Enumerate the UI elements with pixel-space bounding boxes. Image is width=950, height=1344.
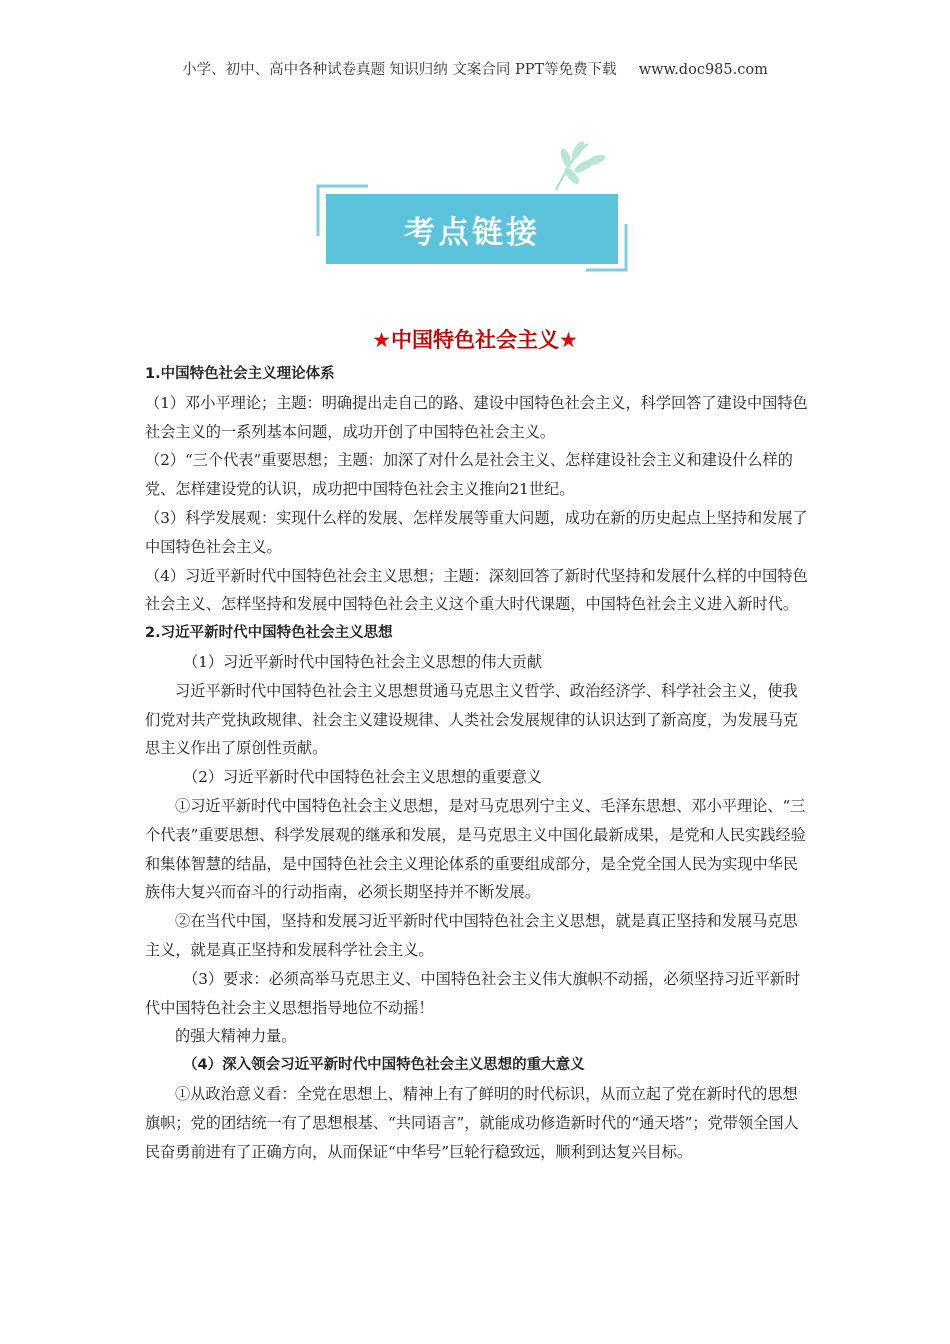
paragraph: ①习近平新时代中国特色社会主义思想，是对马克思列宁主义、毛泽东思想、邓小平理论、“三个代表”重要思想、科学发展观的继承和发展，是马克思主义中国化最新成果，是党和人民实践经验和集体智慧的结晶，是中国特色社会主义理论体系的重要组成部分，是全党全国人民为实现中华民族伟大复兴而奋斗的行动指南，必须长期坚持并不断发展。 [145,796,806,902]
star-icon: ★ [559,328,578,352]
page-header [0,58,950,79]
heading-part2: 2.习近平新时代中国特色社会主义思想 [145,625,393,642]
subheading: （2）习近平新时代中国特色社会主义思想的重要意义 [183,768,542,787]
leaf-icon [556,140,607,190]
paragraph: （1）邓小平理论；主题：明确提出走自己的路、建设中国特色社会主义，科学回答了建设中国特色社会主义的一系列基本问题，成功开创了中国特色社会主义。 [145,393,808,441]
subheading: （3）要求：必须高举马克思主义、中国特色社会主义伟大旗帜不动摇，必须坚持习近平新时代中国特色社会主义思想指导地位不动摇！ [145,969,801,1017]
paragraph: （4）习近平新时代中国特色社会主义思想；主题：深刻回答了新时代坚持和发展什么样的中国特色社会主义、怎样坚持和发展中国特色社会主义这个重大时代课题，中国特色社会主义进入新时代。 [145,566,808,614]
subheading: （1）习近平新时代中国特色社会主义思想的伟大贡献 [183,652,542,671]
paragraph: ②在当代中国，坚持和发展习近平新时代中国特色社会主义思想，就是真正坚持和发展马克思主义，就是真正坚持和发展科学社会主义。 [145,912,798,959]
document-body [145,360,810,1166]
paragraph: （2）“三个代表”重要思想；主题：加深了对什么是社会主义、怎样建设社会主义和建设什么样的党、怎样建设党的认识，成功把中国特色社会主义推向21世纪。 [145,451,793,499]
subheading: （4）深入领会习近平新时代中国特色社会主义思想的重大意义 [183,1057,585,1074]
paragraph: （3）科学发展观：实现什么样的发展、怎样发展等重大问题，成功在新的历史起点上坚持和发展了中国特色社会主义。 [145,508,808,556]
section-title [0,324,950,354]
header-url: www.doc985.com [638,62,768,78]
star-icon: ★ [372,328,391,352]
paragraph: ①从政治意义看：全党在思想上、精神上有了鲜明的时代标识，从而立起了党在新时代的思想旗帜；党的团结统一有了思想根基、“共同语言”，就能成功修造新时代的“通天塔”；党带领全国人民奋勇前进有了正确方向，从而保证“中华号”巨轮行稳致远，顺利到达复兴目标。 [145,1084,799,1161]
paragraph: 的强大精神力量。 [175,1027,297,1046]
banner-title: 考点链接 [404,214,540,251]
header-text: 小学、初中、高中各种试卷真题 知识归纳 文案合同 PPT等免费下载 [182,62,617,78]
section-title-text: 中国特色社会主义 [391,328,559,352]
paragraph: 习近平新时代中国特色社会主义思想贯通马克思主义哲学、政治经济学、科学社会主义，使我们党对共产党执政规律、社会主义建设规律、人类社会发展规律的认识达到了新高度，为发展马克思主义作出了原创性贡献。 [145,681,799,758]
heading-part1: 1.中国特色社会主义理论体系 [145,366,335,382]
